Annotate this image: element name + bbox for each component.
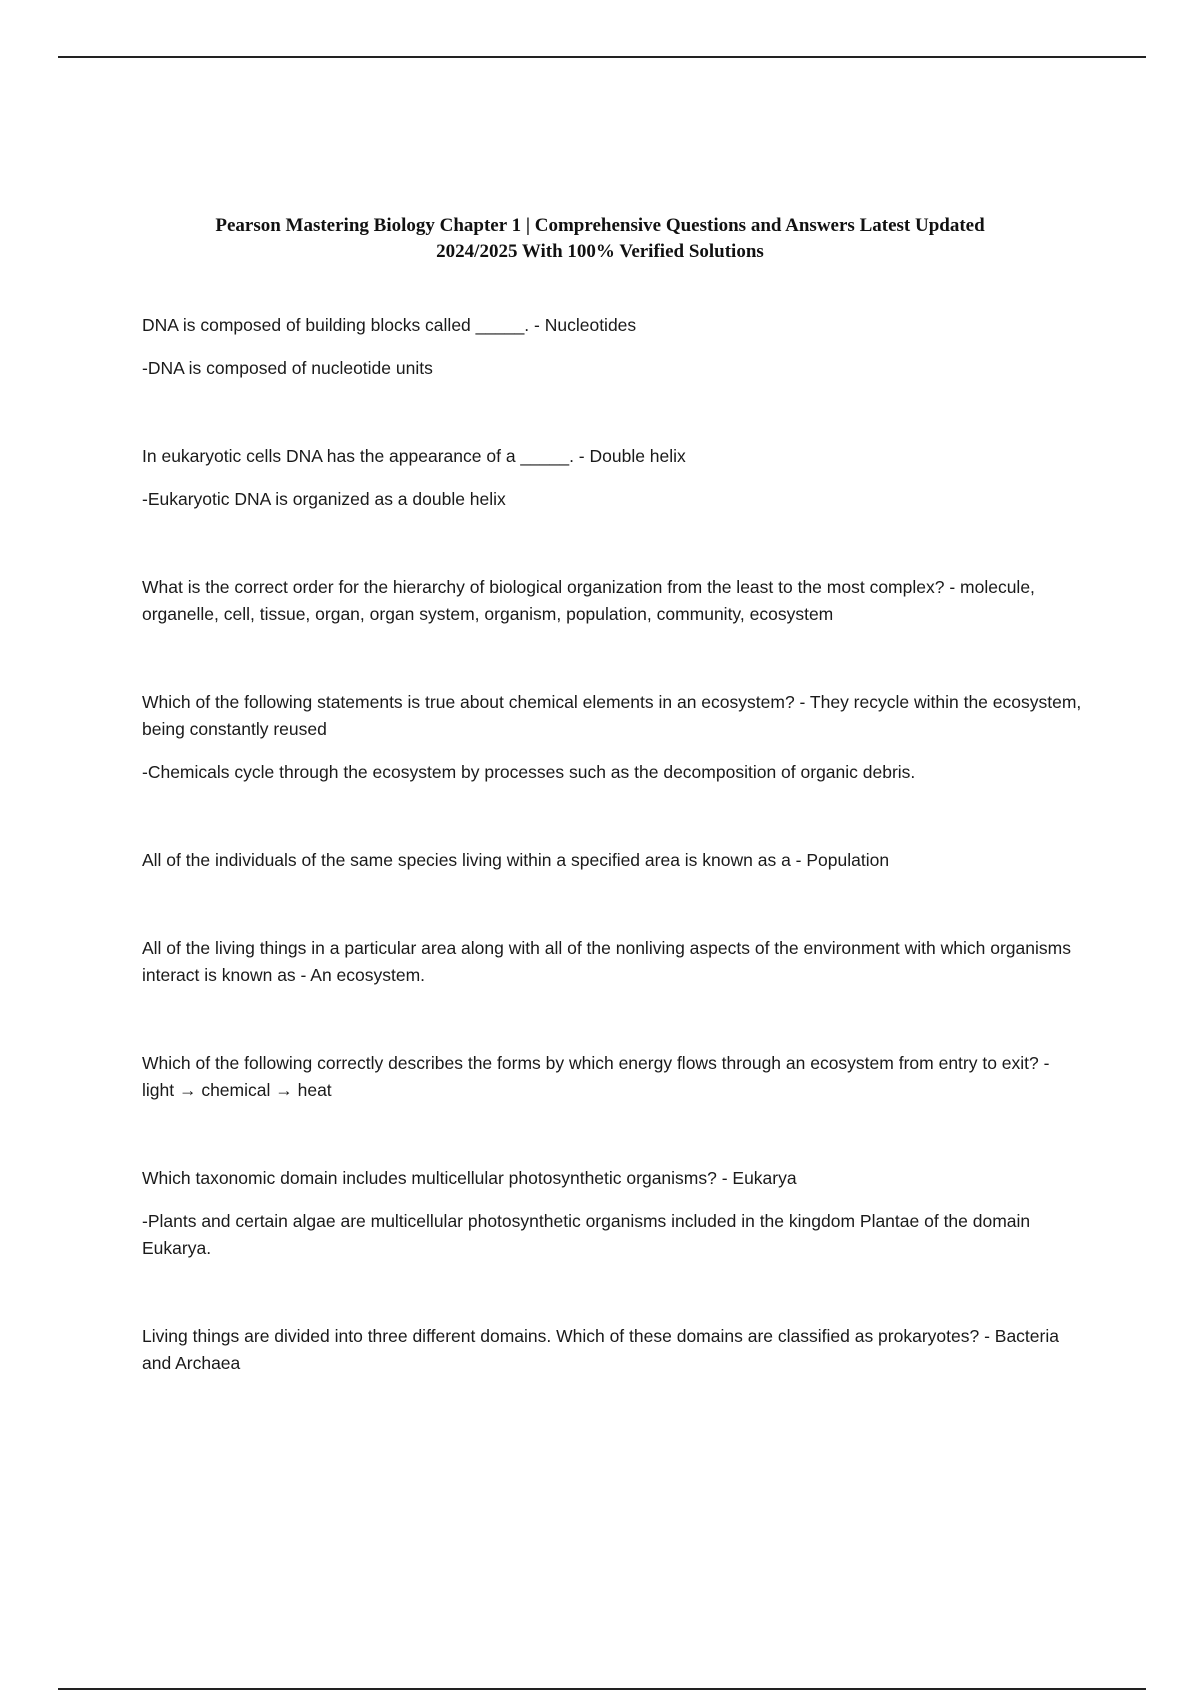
question-text: Which of the following correctly describes the forms by which energy flows through an ecosystem from entry to exit? - light → chemical → heat (142, 1053, 1050, 1100)
explanation-text: -Eukaryotic DNA is organized as a double helix (142, 489, 506, 509)
question-text: In eukaryotic cells DNA has the appearance of a _____. - Double helix (142, 446, 686, 466)
question-text: DNA is composed of building blocks called _____. - Nucleotides (142, 315, 637, 335)
question-text: All of the living things in a particular area along with all of the nonliving aspects of the environment with which organisms interact is known as - An ecosystem. (142, 938, 1071, 985)
qa-list (142, 312, 1082, 1377)
question-text: Which taxonomic domain includes multicellular photosynthetic organisms? - Eukarya (142, 1168, 797, 1188)
question-text: Living things are divided into three different domains. Which of these domains are classified as prokaryotes? - Bacteria and Archaea (142, 1326, 1059, 1373)
question-text: What is the correct order for the hierarchy of biological organization from the least to the most complex? - molecule, organelle, cell, tissue, organ, organ system, organism, population, community, ecosystem (142, 577, 1035, 624)
bottom-rule (58, 1688, 1146, 1690)
title-line-2: 2024/2025 With 100% Verified Solutions (436, 241, 764, 262)
explanation-text: -Chemicals cycle through the ecosystem by processes such as the decomposition of organic debris. (142, 762, 916, 782)
qa-item-8 (142, 1165, 1082, 1262)
qa-item-9 (142, 1323, 1082, 1377)
document-title (130, 213, 1070, 265)
explanation-text: -Plants and certain algae are multicellular photosynthetic organisms included in the kingdom Plantae of the domain Eukarya. (142, 1211, 1031, 1258)
qa-item-4 (142, 689, 1082, 786)
qa-item-5 (142, 847, 1082, 874)
qa-item-7 (142, 1050, 1082, 1104)
explanation-text: -DNA is composed of nucleotide units (142, 358, 433, 378)
qa-item-3 (142, 574, 1082, 628)
qa-item-2 (142, 443, 1082, 513)
top-rule (58, 56, 1146, 58)
question-text: All of the individuals of the same species living within a specified area is known as a - Population (142, 850, 890, 870)
title-line-1: Pearson Mastering Biology Chapter 1 | Comprehensive Questions and Answers Latest Updated (215, 215, 985, 236)
question-text: Which of the following statements is true about chemical elements in an ecosystem? - They recycle within the ecosystem, being constantly reused (142, 692, 1082, 739)
qa-item-6 (142, 935, 1082, 989)
qa-item-1 (142, 312, 1082, 382)
